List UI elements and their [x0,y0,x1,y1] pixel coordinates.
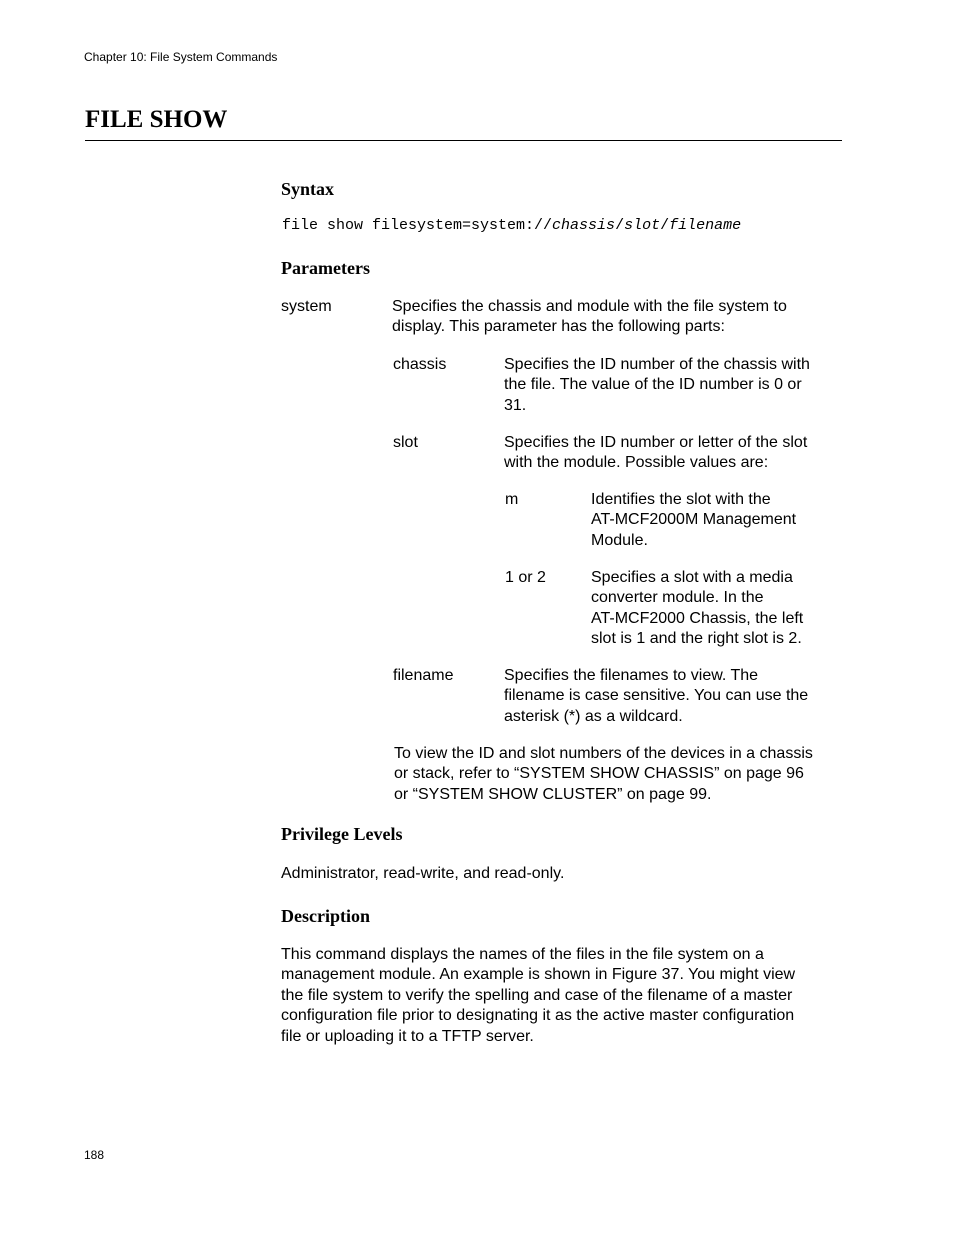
syntax-sep-2: / [660,217,670,234]
syntax-chassis: chassis [552,217,616,234]
syntax-filename: filename [669,217,742,234]
syntax-command [282,217,741,234]
param-1or2-desc-line: converter module. In the [591,589,764,607]
title-rule [85,140,842,141]
description-line: management module. An example is shown in Figure 37. You might view [281,966,796,984]
page-title: FILE SHOW [85,106,228,133]
param-filename-desc [504,666,808,727]
param-slot-desc-line: Specifies the ID number or letter of the slot [504,434,808,451]
param-m-desc-line: Identifies the slot with the [591,491,771,508]
param-chassis-term: chassis [393,356,447,373]
param-note-line: To view the ID and slot numbers of the devices in a chassis [394,745,813,762]
param-note-line: or stack, refer to “SYSTEM SHOW CHASSIS” on page 96 [394,765,804,783]
param-chassis-desc-line: Specifies the ID number of the chassis with [504,356,810,373]
syntax-slot: slot [624,217,661,234]
param-m-desc-line: AT-MCF2000M Management [591,511,797,529]
param-filename-desc-line: Specifies the filenames to view. The [504,667,759,684]
param-m-term: m [505,491,519,508]
param-chassis-desc [504,355,810,416]
description-line: the file system to verify the spelling and case of the filename of a master [281,986,793,1004]
param-slot-desc-line: with the module. Possible values are: [504,454,769,472]
param-filename-desc-line: asterisk (*) as a wildcard. [504,707,683,725]
param-system-term: system [281,298,332,315]
param-system-desc-line: display. This parameter has the following parts: [392,318,725,336]
running-header: Chapter 10: File System Commands [84,50,278,64]
description-text [281,945,795,1047]
description-line: file or uploading it to a TFTP server. [281,1027,534,1045]
param-chassis-desc-line: the file. The value of the ID number is 0 or [504,376,802,394]
param-1or2-desc-line: slot is 1 and the right slot is 2. [591,630,802,648]
param-filename-desc-line: filename is case sensitive. You can use the [504,687,809,705]
syntax-heading: Syntax [281,179,335,199]
param-chassis-desc-line: 31. [504,396,527,414]
parameters-heading: Parameters [281,258,370,278]
param-1or2-desc [591,568,803,650]
page-number: 188 [84,1148,105,1162]
param-slot-term: slot [393,434,418,451]
syntax-sep-1: / [615,217,625,234]
description-line: configuration file prior to designating it as the active master configuration [281,1007,795,1025]
param-1or2-desc-line: Specifies a slot with a media [591,569,793,586]
param-1or2-desc-line: AT-MCF2000 Chassis, the left [591,609,804,627]
description-line: This command displays the names of the files in the file system on a [281,946,764,963]
param-filename-term: filename [393,667,454,684]
param-note [394,744,813,805]
param-system-desc [392,297,787,338]
syntax-command-prefix: file show filesystem=system:// [282,217,553,234]
param-slot-desc [504,433,807,474]
param-note-line: or “SYSTEM SHOW CLUSTER” on page 99. [394,785,712,803]
privilege-text: Administrator, read-write, and read-only. [281,865,565,882]
param-system-desc-line: Specifies the chassis and module with the file system to [392,298,787,315]
privilege-heading: Privilege Levels [281,824,403,844]
param-1or2-term: 1 or 2 [505,569,546,586]
param-m-desc-line: Module. [591,531,648,549]
description-heading: Description [281,906,370,926]
param-m-desc [591,490,796,551]
